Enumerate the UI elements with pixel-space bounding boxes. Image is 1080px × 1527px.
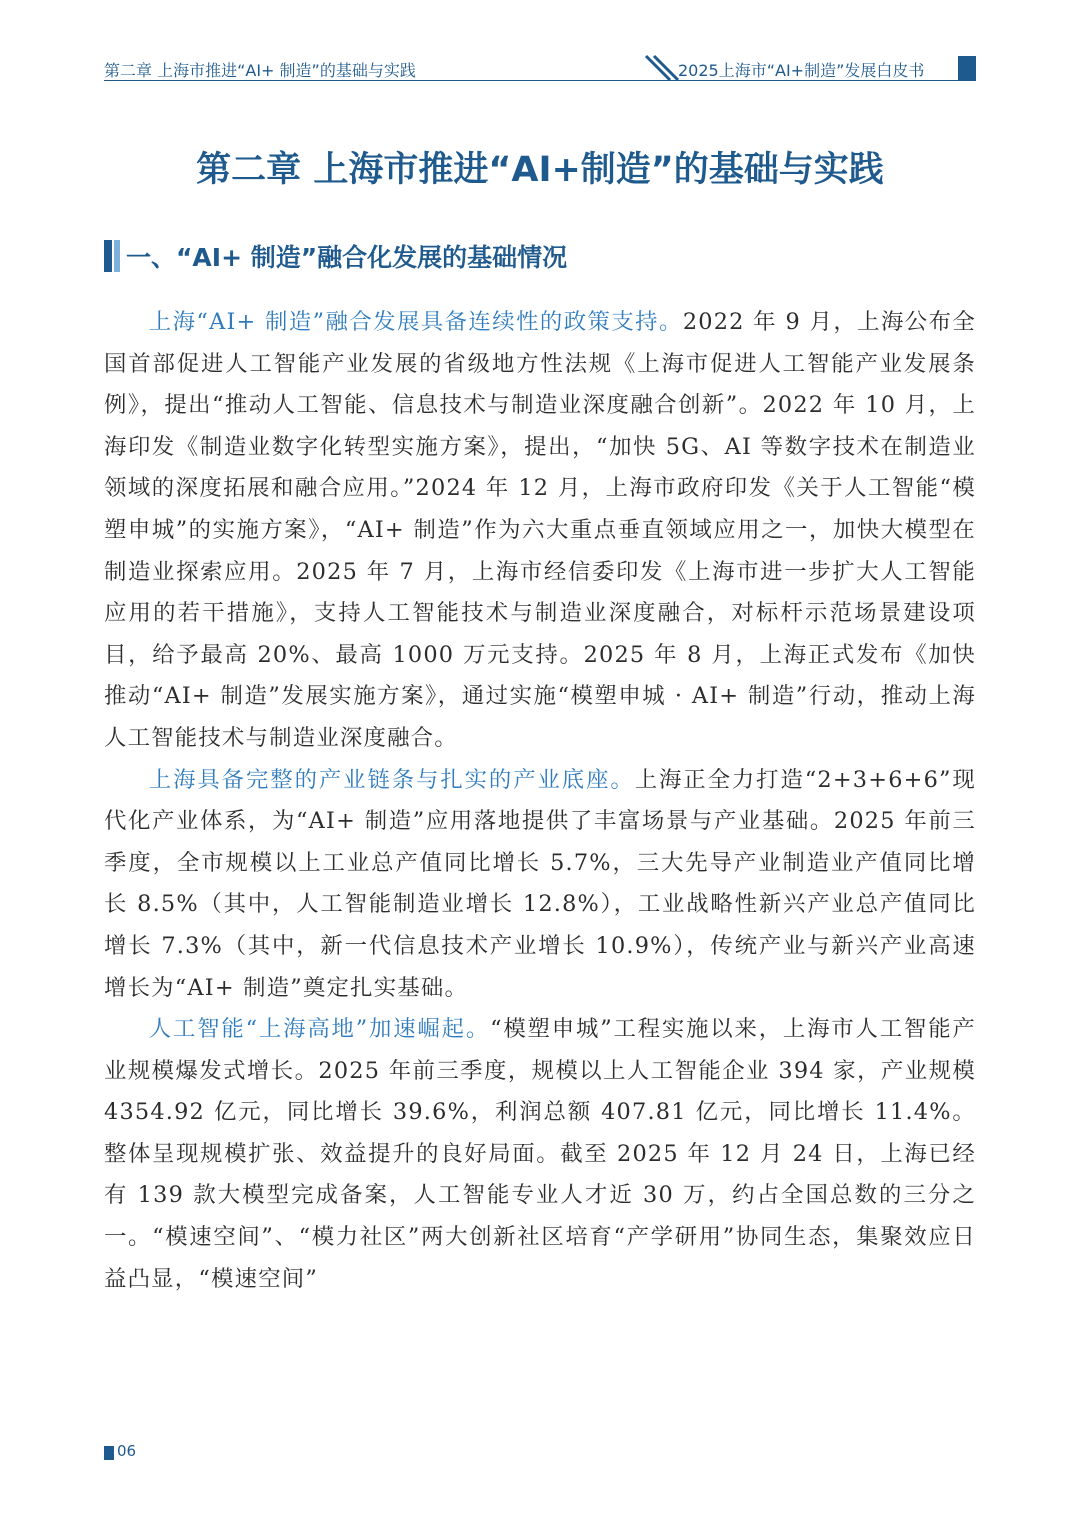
body-text (104, 302, 976, 1300)
paragraph-policy (104, 302, 976, 760)
chapter-title: 第二章 上海市推进“AI+制造”的基础与实践 (196, 150, 884, 190)
paragraph-lead: 上海具备完整的产业链条与扎实的产业底座。 (148, 766, 635, 793)
page-header (0, 0, 1080, 90)
paragraph-lead: 人工智能“上海高地”加速崛起。 (148, 1016, 491, 1043)
section-marker-bar-light (114, 240, 120, 272)
paragraph-body: 上海正全力打造“2+3+6+6”现代化产业体系，为“AI+ 制造”应用落地提供了丰富场景与产业基础。2025 年前三季度，全市规模以上工业总产值同比增长 5.7%，三大先导产业制造业产值同比增长 8.5%（其中，人工智能制造业增长 12.8%），工业战略性新兴产业总产值同比增长 7.3%（其中，新一代信息技术产业增长 10.9%），传统产业与新兴产业高速增长为“AI+ 制造”奠定扎实基础。 (104, 766, 977, 1001)
paragraph-body: “模塑申城”工程实施以来，上海市人工智能产业规模爆发式增长。2025 年前三季度，规模以上人工智能企业 394 家，产业规模 4354.92 亿元，同比增长 39.6%，利润总额 407.81 亿元，同比增长 11.4%。整体呈现规模扩张、效益提升的良好局面。截至 2025 年 12 月 24 日，上海已经有 139 款大模型完成备案，人工智能专业人才近 30 万，约占全国总数的三分之一。“模速空间”、“模力社区”两大创新社区培育“产学研用”协同生态，集聚效应日益凸显，“模速空间” (104, 1016, 976, 1292)
header-divider (104, 80, 976, 81)
paragraph-industry (104, 760, 976, 1010)
header-accent-block (958, 56, 976, 80)
paragraph-lead: 上海“AI+ 制造”融合发展具备连续性的政策支持。 (148, 309, 683, 335)
section-title: 一、“AI+ 制造”融合化发展的基础情况 (126, 243, 568, 272)
section-marker-bar (104, 240, 112, 272)
paragraph-ai-highland (104, 1009, 976, 1300)
header-book-title: 2025上海市“AI+制造”发展白皮书 (678, 61, 925, 80)
page-number-marker (104, 1446, 114, 1460)
paragraph-body: 2022 年 9 月，上海公布全国首部促进人工智能产业发展的省级地方性法规《上海市促进人工智能产业发展条例》，提出“推动人工智能、信息技术与制造业深度融合创新”。2022 年 10 月，上海印发《制造业数字化转型实施方案》，提出，“加快 5G、AI 等数字技术在制造业领域的深度拓展和融合应用。”2024 年 12 月，上海市政府印发《关于人工智能“模塑申城”的实施方案》，“AI+ 制造”作为六大重点垂直领域应用之一，加快大模型在制造业探索应用。2025 年 7 月，上海市经信委印发《上海市进一步扩大人工智能应用的若干措施》，支持人工智能技术与制造业深度融合，对标杆示范场景建设项目，给予最高 20%、最高 1000 万元支持。2025 年 8 月，上海正式发布《加快推动“AI+ 制造”发展实施方案》，通过实施“模塑申城 · AI+ 制造”行动，推动上海人工智能技术与制造业深度融合。 (104, 309, 977, 751)
header-slash-decoration (640, 50, 680, 82)
page-number: 06 (117, 1442, 137, 1460)
header-chapter-label: 第二章 上海市推进“AI+ 制造”的基础与实践 (104, 61, 416, 80)
